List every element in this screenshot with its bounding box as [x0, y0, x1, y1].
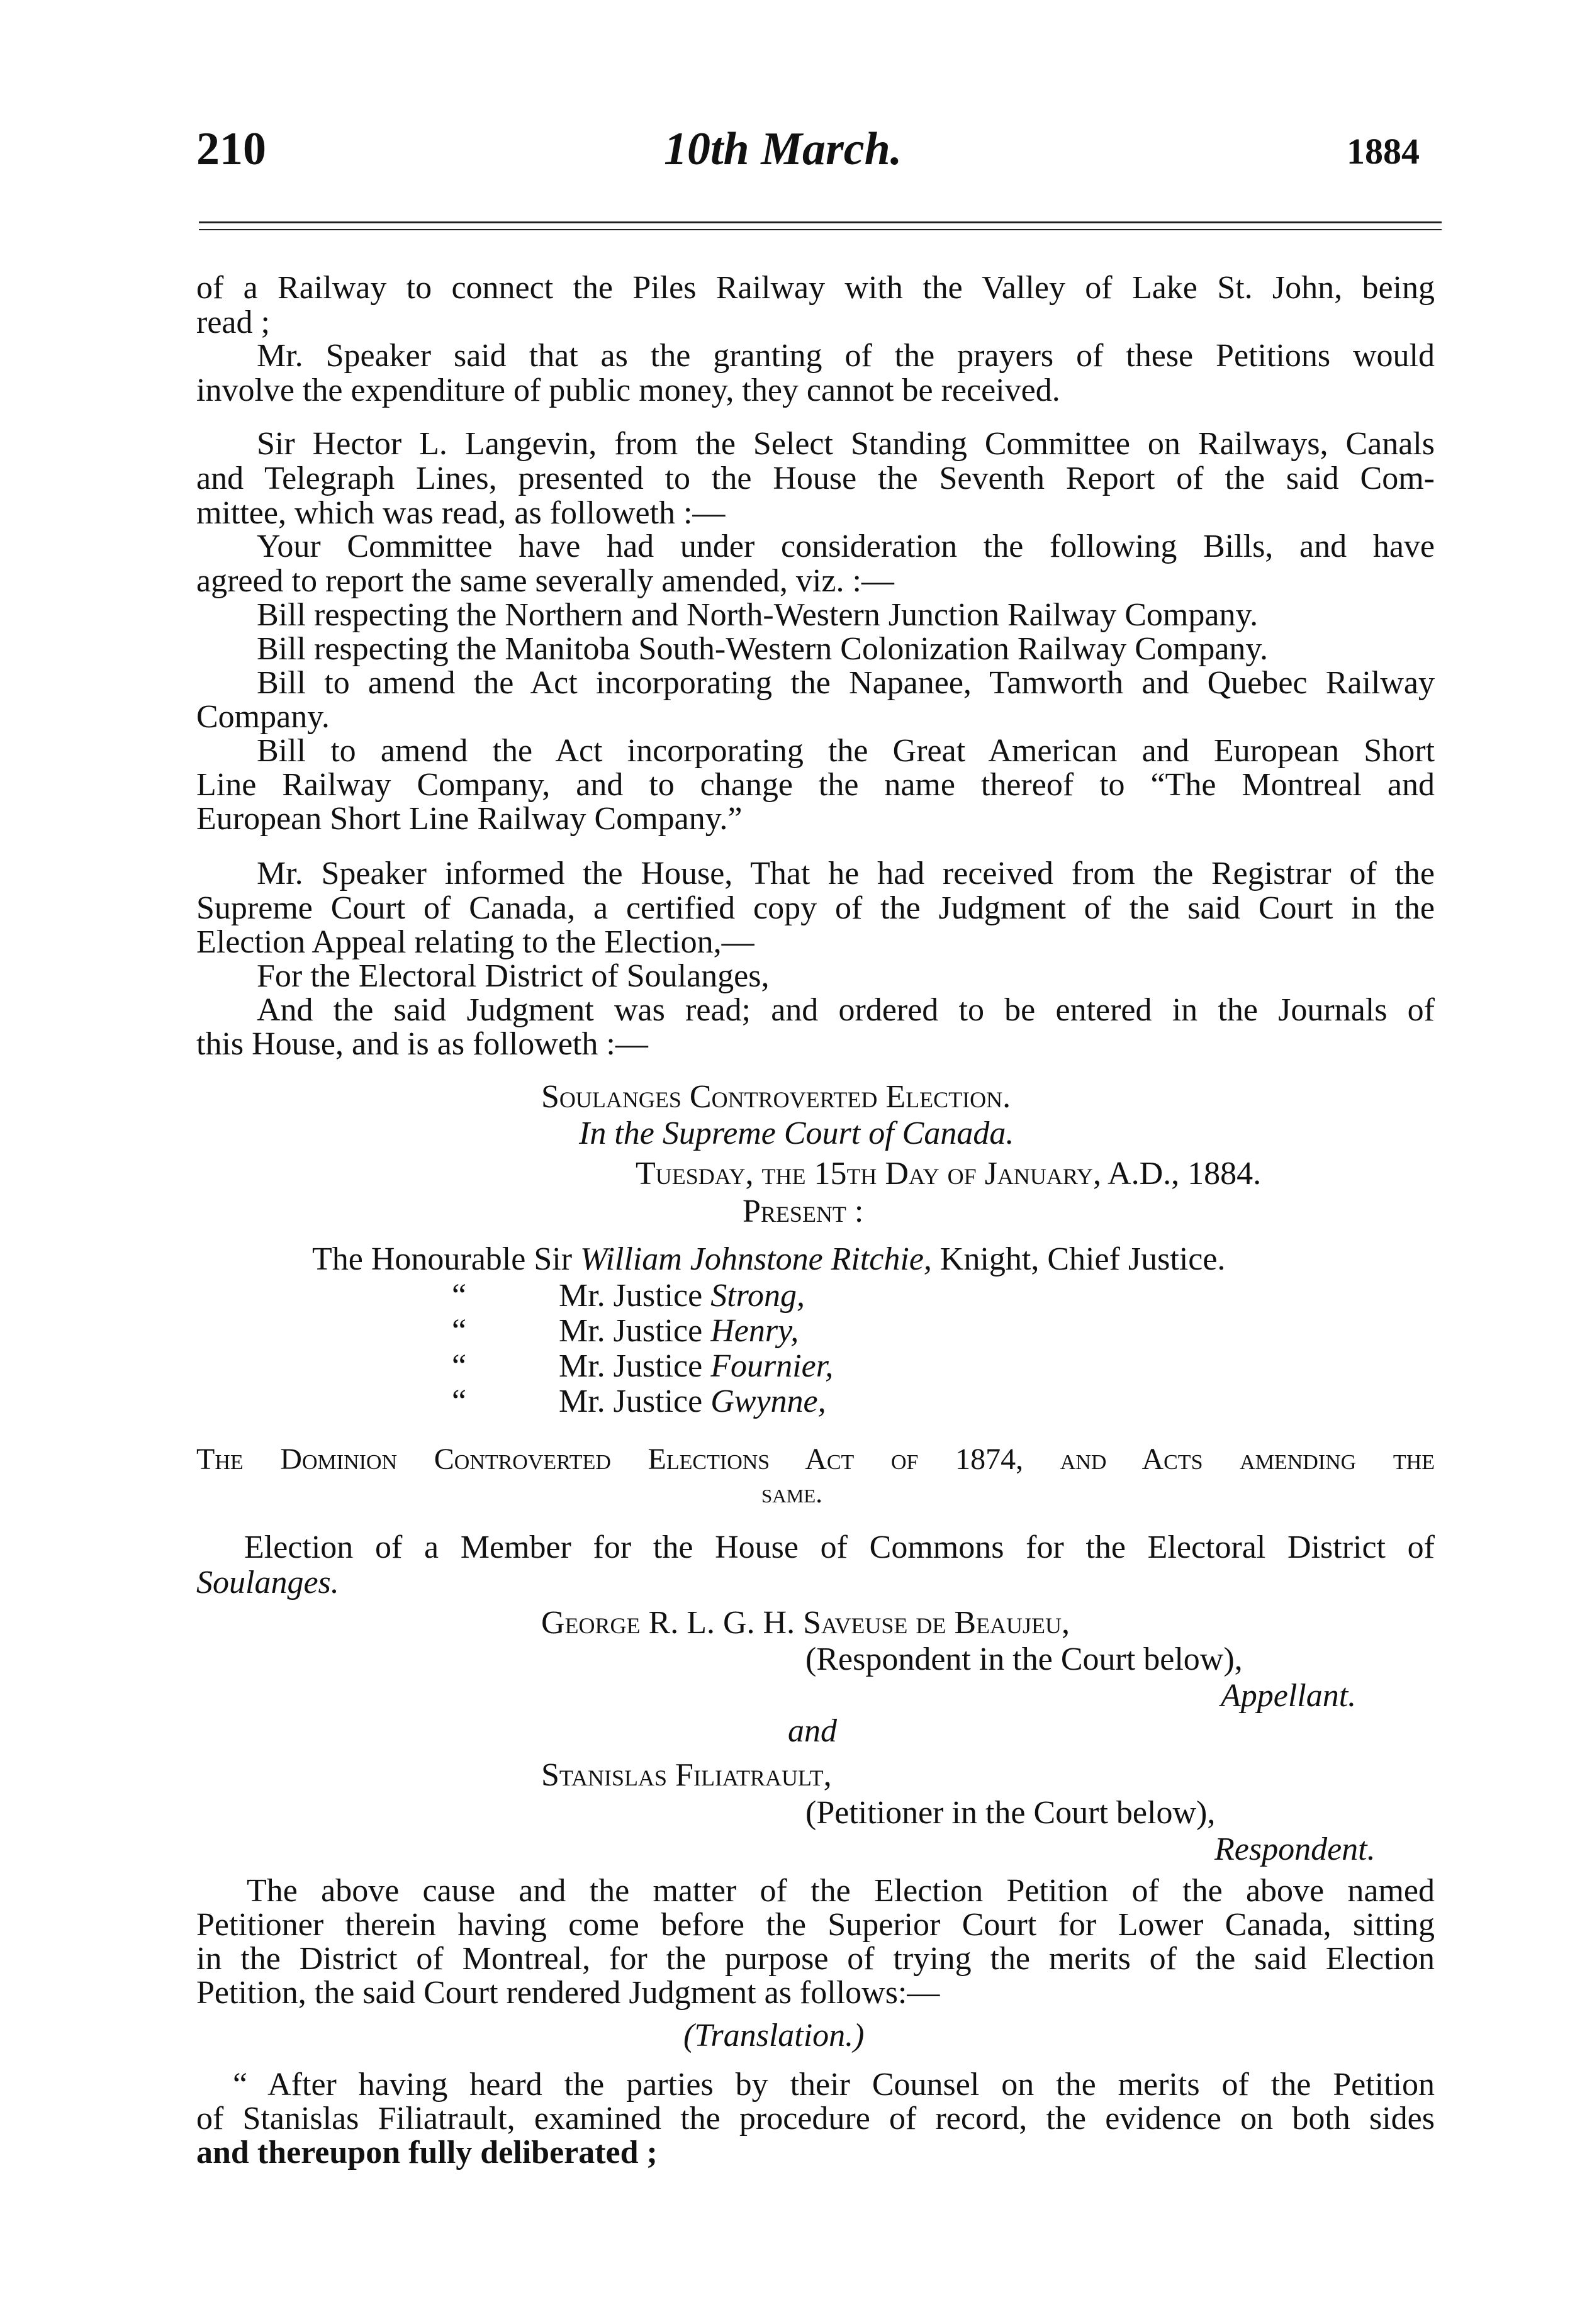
text-line: Election of a Member for the House of Commons for the Electoral District of — [244, 1529, 1435, 1565]
respondent-name: Stanislas Filiatrault, — [541, 1757, 832, 1793]
district-name: Soulanges. — [196, 1565, 339, 1601]
case-title: Soulanges Controverted Election. — [541, 1079, 1011, 1115]
text-line: For the Electoral District of Soulanges, — [257, 958, 770, 994]
text-line: and Telegraph Lines, presented to the House the Seventh Report of the said Com- — [196, 461, 1435, 496]
justice-prefix: Mr. Justice — [559, 1348, 703, 1384]
ditto-mark: “ — [452, 1383, 467, 1419]
justice-name: Strong, — [710, 1278, 805, 1314]
appellant-description: (Respondent in the Court below), — [805, 1641, 1243, 1677]
conjunction: and — [788, 1713, 837, 1749]
quote-line: and thereupon fully deliberated ; — [196, 2135, 658, 2170]
text-line: Petitioner therein having come before the Superior Court for Lower Canada, sitting — [196, 1907, 1435, 1943]
text-line: of a Railway to connect the Piles Railway with the Valley of Lake St. John, being — [196, 270, 1435, 306]
text-line: this House, and is as followeth :— — [196, 1026, 648, 1062]
justice-prefix: Mr. Justice — [559, 1313, 703, 1349]
text-line: Supreme Court of Canada, a certified copy of the Judgment of the said Court in the — [196, 890, 1435, 926]
ditto-mark: “ — [452, 1348, 467, 1384]
text-line: Line Railway Company, and to change the name thereof to “The Montreal and — [196, 767, 1435, 803]
bill-entry: Bill to amend the Act incorporating the Great American and European Short — [257, 733, 1435, 769]
present-label: Present : — [743, 1193, 864, 1229]
court-name: In the Supreme Court of Canada. — [579, 1115, 1014, 1151]
translation-label: (Translation.) — [683, 2018, 865, 2053]
text-line: And the said Judgment was read; and ordered to be entered in the Journals of — [257, 992, 1435, 1028]
page-number: 210 — [196, 123, 266, 175]
bill-entry: Bill to amend the Act incorporating the Napanee, Tamworth and Quebec Railway — [257, 665, 1435, 701]
page-date: 10th March. — [664, 123, 902, 175]
justice-name: Fournier, — [710, 1348, 834, 1384]
text-line: European Short Line Railway Company.” — [196, 801, 743, 837]
text-line: Petition, the said Court rendered Judgment as follows:— — [196, 1975, 940, 2011]
chief-justice-line — [312, 1243, 1225, 1276]
text-line: mittee, which was read, as followeth :— — [196, 495, 726, 531]
act-title-cont: same. — [761, 1478, 823, 1509]
bill-entry: Bill respecting the Manitoba South-Western Colonization Railway Company. — [257, 631, 1269, 667]
justice-prefix: Mr. Justice — [559, 1383, 703, 1419]
respondent-role: Respondent. — [1214, 1831, 1376, 1867]
header-rule-top — [199, 221, 1442, 223]
text-line: Your Committee have had under consideration the following Bills, and have — [257, 528, 1435, 564]
chief-title: Knight, Chief Justice. — [939, 1241, 1226, 1277]
justice-line — [452, 1315, 799, 1348]
ditto-mark: “ — [452, 1278, 467, 1314]
text-line: Company. — [196, 699, 330, 735]
page-year: 1884 — [1347, 131, 1420, 172]
quote-line: “ After having heard the parties by their Counsel on the merits of the Petition — [233, 2067, 1435, 2103]
text-line: agreed to report the same severally amended, viz. :— — [196, 563, 894, 599]
header-rule-bottom — [199, 229, 1442, 230]
text-line: in the District of Montreal, for the purpose of trying the merits of the said Election — [196, 1941, 1435, 1977]
text-line: involve the expenditure of public money, they cannot be received. — [196, 372, 1060, 408]
appellant-name: George R. L. G. H. Saveuse de Beaujeu, — [541, 1605, 1070, 1641]
text-line: The above cause and the matter of the Election Petition of the above named — [247, 1873, 1435, 1909]
ditto-mark: “ — [452, 1313, 467, 1349]
quote-line: of Stanislas Filiatrault, examined the procedure of record, the evidence on both sides — [196, 2101, 1435, 2137]
justice-prefix: Mr. Justice — [559, 1278, 703, 1314]
justice-name: Henry, — [710, 1313, 799, 1349]
respondent-description: (Petitioner in the Court below), — [805, 1795, 1216, 1831]
chief-name: William Johnstone Ritchie, — [580, 1241, 932, 1277]
justice-line — [452, 1350, 833, 1383]
justice-name: Gwynne, — [710, 1383, 826, 1419]
appellant-role: Appellant. — [1221, 1678, 1357, 1714]
text-line: Election Appeal relating to the Election,— — [196, 924, 754, 960]
act-title: The Dominion Controverted Elections Act of 1874, and Acts amending the — [196, 1443, 1435, 1476]
case-date: Tuesday, the 15th Day of January, A.D., 1884. — [636, 1156, 1262, 1192]
text-line: Mr. Speaker said that as the granting of the prayers of these Petitions would — [257, 338, 1435, 374]
text-line: Sir Hector L. Langevin, from the Select Standing Committee on Railways, Canals — [257, 426, 1435, 462]
text-line: Mr. Speaker informed the House, That he had received from the Registrar of the — [257, 856, 1435, 891]
justice-line — [452, 1385, 826, 1418]
text-line: read ; — [196, 304, 270, 340]
chief-prefix: The Honourable Sir — [312, 1241, 573, 1277]
bill-entry: Bill respecting the Northern and North-Western Junction Railway Company. — [257, 597, 1259, 633]
justice-line — [452, 1280, 805, 1312]
